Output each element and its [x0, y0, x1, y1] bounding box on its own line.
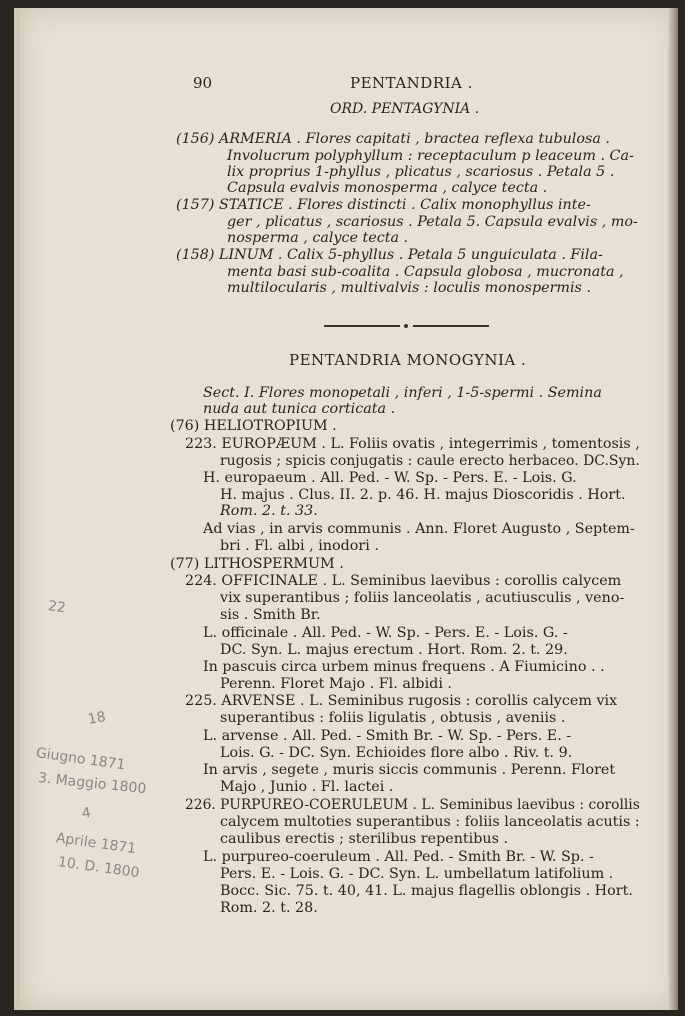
text-line: Rom. 2. t. 28.: [220, 900, 318, 916]
text-line: rugosis ; spicis conjugatis : caule erecto herbaceo. DC.Syn.: [220, 453, 640, 469]
text-line: Sect. I. Flores monopetali , inferi , 1-5-spermi . Semina: [203, 385, 602, 401]
text-line: In pascuis circa urbem minus frequens . A Fiumicino . .: [203, 659, 605, 675]
handwritten-note: Giugno 1871: [34, 745, 127, 774]
text-line: Bocc. Sic. 75. t. 40, 41. L. majus flagellis oblongis . Hort.: [220, 883, 633, 899]
running-head: PENTANDRIA .: [350, 74, 473, 92]
text-line: lix proprius 1-phyllus , plicatus , scariosus . Petala 5 .: [227, 164, 615, 180]
text-line: (157) STATICE . Flores distincti . Calix monophyllus inte-: [176, 197, 591, 213]
text-line: 225. ARVENSE . L. Seminibus rugosis : corollis calycem vix: [185, 693, 618, 709]
ornamental-divider: [324, 324, 489, 328]
text-line: (158) LINUM . Calix 5-phyllus . Petala 5 unguiculata . Fila-: [176, 247, 603, 263]
text-line: multilocularis , multivalvis : loculis monospermis .: [227, 280, 591, 296]
text-line: (76) HELIOTROPIUM .: [170, 418, 337, 434]
text-line: H. europaeum . All. Ped. - W. Sp. - Pers. E. - Lois. G.: [203, 470, 577, 486]
handwritten-note: 10. D. 1800: [56, 854, 141, 882]
text-line: caulibus erectis ; sterilibus repentibus .: [220, 831, 509, 847]
handwritten-note: Aprile 1871: [54, 830, 138, 858]
handwritten-note: 18: [86, 709, 107, 728]
handwritten-note: 4: [80, 804, 92, 822]
text-line: Perenn. Floret Majo . Fl. albidi .: [220, 676, 452, 692]
text-line: Capsula evalvis monosperma , calyce tecta .: [227, 180, 548, 196]
text-line: 226. PURPUREO-COERULEUM . L. Seminibus laevibus : corollis: [185, 797, 640, 813]
text-line: Majo , Junio . Fl. lactei .: [220, 779, 394, 795]
text-line: nuda aut tunica corticata .: [203, 401, 396, 417]
text-line: L. arvense . All. Ped. - Smith Br. - W. Sp. - Pers. E. -: [203, 728, 572, 744]
text-line: calycem multoties superantibus : foliis lanceolatis acutis :: [220, 814, 640, 830]
text-line: H. majus . Clus. II. 2. p. 46. H. majus Dioscoridis . Hort.: [220, 487, 626, 503]
text-line: vix superantibus ; foliis lanceolatis , acutiusculis , veno-: [220, 590, 625, 606]
text-line: menta basi sub-coalita . Capsula globosa , mucronata ,: [227, 264, 624, 280]
page-number: 90: [193, 74, 213, 92]
text-line: In arvis , segete , muris siccis communis . Perenn. Floret: [203, 762, 616, 778]
text-line: 223. EUROPÆUM . L. Foliis ovatis , integerrimis , tomentosis ,: [185, 436, 640, 452]
text-line: Rom. 2. t. 33.: [220, 503, 318, 519]
handwritten-note: 22: [46, 598, 67, 617]
text-line: nosperma , calyce tecta .: [227, 230, 409, 246]
text-line: Pers. E. - Lois. G. - DC. Syn. L. umbellatum latifolium .: [220, 866, 614, 882]
text-line: bri . Fl. albi , inodori .: [220, 538, 379, 554]
text-line: L. purpureo-coeruleum . All. Ped. - Smith Br. - W. Sp. -: [203, 849, 594, 865]
text-line: superantibus : foliis ligulatis , obtusis , aveniis .: [220, 710, 566, 726]
text-line: ger , plicatus , scariosus . Petala 5. Capsula evalvis , mo-: [227, 214, 638, 230]
section-heading: PENTANDRIA MONOGYNIA .: [289, 351, 527, 369]
text-line: (156) ARMERIA . Flores capitati , bractea reflexa tubulosa .: [176, 131, 610, 147]
text-line: Ad vias , in arvis communis . Ann. Floret Augusto , Septem-: [203, 521, 635, 537]
order-heading: ORD. PENTAGYNIA .: [330, 101, 480, 117]
handwritten-note: 3. Maggio 1800: [37, 770, 148, 798]
text-line: (77) LITHOSPERMUM .: [170, 556, 344, 572]
text-line: sis . Smith Br.: [220, 607, 321, 623]
text-line: DC. Syn. L. majus erectum . Hort. Rom. 2. t. 29.: [220, 642, 568, 658]
text-line: Lois. G. - DC. Syn. Echioides flore albo . Riv. t. 9.: [220, 745, 573, 761]
page-gutter: [668, 8, 678, 1010]
text-line: 224. OFFICINALE . L. Seminibus laevibus : corollis calycem: [185, 573, 622, 589]
text-line: L. officinale . All. Ped. - W. Sp. - Pers. E. - Lois. G. -: [203, 625, 568, 641]
text-line: Involucrum polyphyllum : receptaculum p leaceum . Ca-: [227, 148, 634, 164]
